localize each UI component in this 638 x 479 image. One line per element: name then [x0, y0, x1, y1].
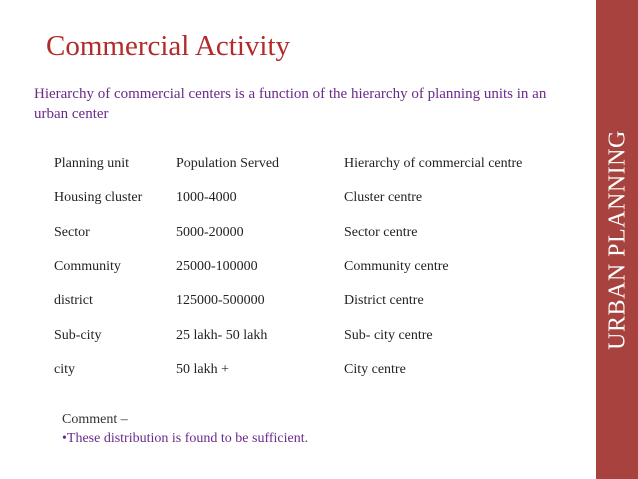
- header-population-served: Population Served: [176, 156, 280, 172]
- cell-commercial-centre: District centre: [344, 293, 424, 309]
- table-row: [54, 250, 574, 284]
- table-row: [54, 318, 574, 352]
- cell-population: 50 lakh +: [176, 361, 229, 377]
- table-header-row: [54, 147, 574, 181]
- cell-population: 25 lakh- 50 lakh: [176, 327, 268, 343]
- cell-population: 5000-20000: [176, 224, 244, 240]
- comment-label: Comment –: [62, 412, 128, 427]
- header-commercial-centre: Hierarchy of commercial centre: [344, 156, 523, 172]
- cell-planning-unit: Community: [54, 259, 121, 275]
- cell-commercial-centre: City centre: [344, 361, 406, 377]
- cell-planning-unit: Housing cluster: [54, 190, 143, 206]
- slide-title: Commercial Activity: [46, 30, 291, 62]
- cell-planning-unit: Sub-city: [54, 327, 102, 343]
- table-row: [54, 284, 574, 318]
- cell-commercial-centre: Sector centre: [344, 224, 418, 240]
- cell-planning-unit: Sector: [54, 224, 90, 240]
- cell-planning-unit: city: [54, 361, 75, 377]
- cell-population: 25000-100000: [176, 259, 258, 275]
- table-row: [54, 216, 574, 250]
- sidebar-title: URBAN PLANNING: [604, 130, 631, 350]
- cell-commercial-centre: Cluster centre: [344, 190, 423, 206]
- table-row: [54, 353, 574, 387]
- comment-block: [62, 410, 308, 448]
- cell-population: 125000-500000: [176, 293, 265, 309]
- table-row: [54, 181, 574, 215]
- intro-text: Hierarchy of commercial centers is a function of the hierarchy of planning units in an urban center: [34, 86, 547, 122]
- cell-commercial-centre: Community centre: [344, 259, 449, 275]
- cell-population: 1000-4000: [176, 190, 237, 206]
- comment-bullet: •These distribution is found to be sufficient.: [62, 431, 309, 446]
- cell-commercial-centre: Sub- city centre: [344, 327, 433, 343]
- header-planning-unit: Planning unit: [54, 156, 130, 172]
- hierarchy-table: [54, 147, 574, 387]
- cell-planning-unit: district: [54, 293, 93, 309]
